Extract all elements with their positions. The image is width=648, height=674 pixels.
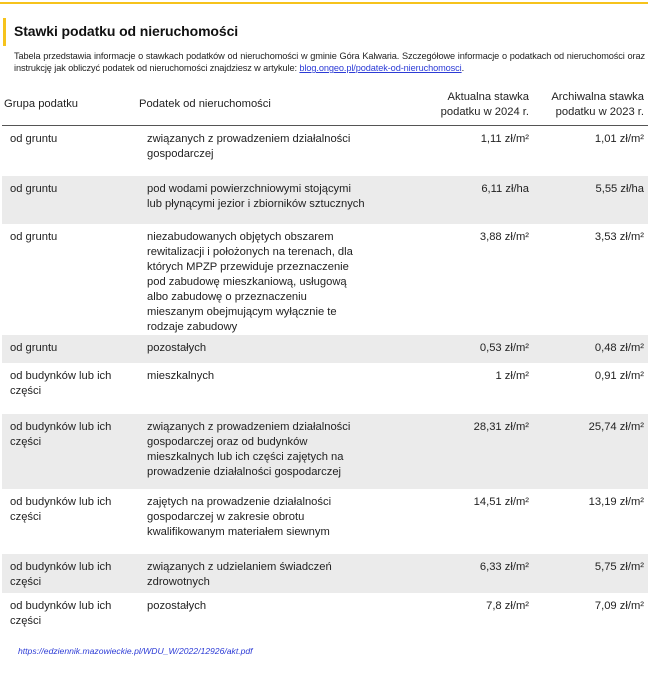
cell-tax: zajętych na prowadzenie działalności gospodarczej w zakresie obrotu kwalifikowanym materiałem siewnym	[147, 495, 332, 538]
column-header-rate-2023	[533, 84, 648, 126]
table-row	[2, 126, 648, 176]
cell-tax: związanych z prowadzeniem działalności gospodarczej oraz od budynków mieszkalnych lub ich części zajętych na prowadzenie działalności gospodarczej	[139, 414, 425, 489]
cell-rate-2023: 0,91 zł/m²	[594, 369, 644, 382]
table-header-row	[2, 84, 648, 126]
column-header-rate-2024-label: Aktualna stawka podatku w 2024 r.	[440, 90, 529, 118]
cell-group: od gruntu	[10, 230, 58, 243]
title-accent-bar	[3, 18, 6, 46]
cell-rate-2023: 25,74 zł/m²	[533, 414, 648, 489]
cell-group: od budynków lub ich części	[2, 414, 139, 489]
article-link[interactable]: blog.ongeo.pl/podatek-od-nieruchomosci	[299, 63, 462, 73]
cell-rate-2024: 28,31 zł/m²	[425, 414, 533, 489]
cell-rate-2024: 1,11 zł/m²	[480, 133, 529, 145]
description	[14, 50, 645, 74]
cell-rate-2023: 0,48 zł/m²	[533, 335, 648, 363]
column-header-tax-label: Podatek od nieruchomości	[139, 98, 271, 110]
cell-tax: niezabudowanych objętych obszarem rewitalizacji i położonych na terenach, dla których MPZP przewiduje przeznaczenie pod zabudowę mieszkaniową, usługową albo zabudowę o przeznaczeniu mieszanym obejmującym wyłącznie te rodzaje zabudowy	[147, 230, 353, 333]
column-header-rate-2023-label: Archiwalna stawka podatku w 2023 r.	[551, 90, 644, 118]
cell-rate-2023: 5,75 zł/m²	[533, 554, 648, 593]
cell-rate-2024: 6,11 zł/ha	[425, 176, 533, 224]
table-row	[2, 489, 648, 554]
table-row	[2, 554, 648, 593]
cell-rate-2024: 14,51 zł/m²	[473, 495, 529, 508]
description-end: .	[461, 63, 465, 73]
page-title: Stawki podatku od nieruchomości	[14, 23, 239, 39]
cell-group: od gruntu	[2, 176, 139, 224]
cell-rate-2023: 1,01 zł/m²	[594, 133, 644, 145]
source-link[interactable]: https://edziennik.mazowieckie.pl/WDU_W/2022/12926/akt.pdf	[18, 646, 253, 656]
cell-rate-2024: 3,88 zł/m²	[479, 230, 529, 243]
table-body	[2, 126, 648, 646]
table-row	[2, 593, 648, 646]
cell-rate-2024: 7,8 zł/m²	[486, 599, 529, 612]
cell-group: od gruntu	[2, 335, 139, 363]
description-text: Tabela przedstawia informacje o stawkach podatków od nieruchomości w gminie Góra Kalwaria. Szczegółowe informacje o podatkach od nieruchomości oraz instrukcję jak obliczyć podatek od nieruchomości znajdziesz w artykule:	[14, 51, 645, 73]
tax-rates-table	[2, 84, 648, 646]
cell-group: od gruntu	[10, 133, 58, 145]
column-header-rate-2024	[425, 84, 533, 126]
table-row	[2, 176, 648, 224]
cell-rate-2023: 7,09 zł/m²	[594, 599, 644, 612]
cell-rate-2023: 13,19 zł/m²	[588, 495, 644, 508]
cell-tax: związanych z udzielaniem świadczeń zdrowotnych	[139, 554, 425, 593]
top-accent-rule	[0, 2, 648, 4]
cell-tax: mieszkalnych	[147, 369, 215, 382]
cell-tax: związanych z prowadzeniem działalności gospodarczej	[147, 133, 351, 160]
table-row	[2, 224, 648, 335]
cell-rate-2023: 5,55 zł/ha	[533, 176, 648, 224]
table-row	[2, 363, 648, 414]
cell-rate-2024: 0,53 zł/m²	[425, 335, 533, 363]
cell-group: od budynków lub ich części	[10, 599, 112, 627]
cell-tax: pozostałych	[139, 335, 425, 363]
cell-tax: pozostałych	[147, 599, 207, 612]
table-row	[2, 414, 648, 489]
cell-rate-2023: 3,53 zł/m²	[594, 230, 644, 243]
column-header-group: Grupa podatku	[2, 84, 139, 126]
cell-group: od budynków lub ich części	[10, 495, 112, 523]
cell-group: od budynków lub ich części	[2, 554, 139, 593]
cell-tax: pod wodami powierzchniowymi stojącymi lub płynącymi jezior i zbiorników sztucznych	[139, 176, 425, 224]
table-row	[2, 335, 648, 363]
column-header-tax	[139, 84, 425, 126]
cell-group: od budynków lub ich części	[10, 369, 112, 397]
cell-rate-2024: 1 zł/m²	[495, 369, 529, 382]
cell-rate-2024: 6,33 zł/m²	[425, 554, 533, 593]
